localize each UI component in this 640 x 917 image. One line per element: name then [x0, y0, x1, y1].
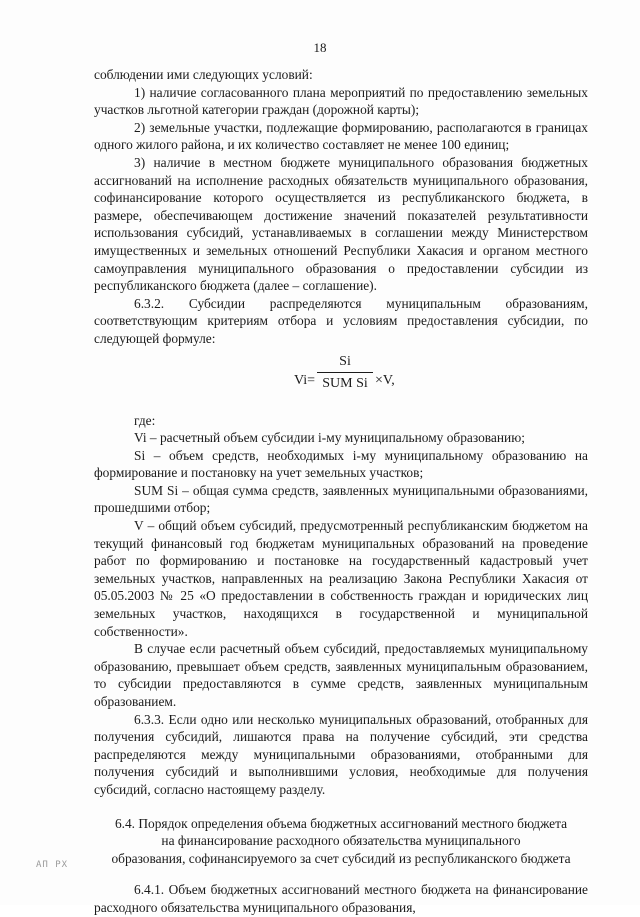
condition-2: 2) земельные участки, подлежащие формированию, располагаются в границах одного жилого района, и их количество составляет не менее 100 единиц; [94, 119, 588, 153]
legend-vi: Vi – расчетный объем субсидии i-му муниципальному образованию; [134, 430, 525, 446]
page-number: 18 [313, 40, 327, 55]
section-heading-line: на финансирование расходного обязательства муниципального [161, 833, 521, 849]
formula-fraction [317, 352, 373, 393]
formula-denominator: SUM Si [322, 375, 368, 391]
legend-si: Si – объем средств, необходимых i-му муниципальному образованию на формирование и постановку на учет земельных участков; [94, 447, 588, 481]
formula-rhs: ×V, [375, 372, 395, 388]
clause-6-4-1: 6.4.1. Объем бюджетных ассигнований местного бюджета на финансирование расходного обязательства муниципального образования, [94, 882, 588, 915]
legend-v: V – общий объем субсидий, предусмотренный республиканским бюджетом на текущий финансовый год бюджетам муниципальных образований на проведение работ по формированию и постановке на государственный кадастровый учет земельных участков, направленных на реализацию Закона Республики Хакасия от 05.05.2003 № 25 «О предоставлении в собственность граждан и юридических лиц земельных участков, находящихся в государственной и муниципальной собственности». [94, 518, 588, 639]
paragraph-continuation: соблюдении ими следующих условий: [94, 67, 313, 82]
section-heading-6-4 [94, 815, 588, 868]
subsidy-formula [94, 350, 588, 412]
section-heading-line: 6.4. Порядок определения объема бюджетных ассигнований местного бюджета [114, 815, 568, 831]
document-body [94, 66, 588, 917]
clause-6-3-3: 6.3.3. Если одно или несколько муниципальных образований, отобранных для получения субсидий, лишаются права на получение субсидий, эти средства распределяются между муниципальными образованиями, отобранными для получения субсидий и выполнившими условия, необходимые для получения субсидий, согласно настоящему разделу. [94, 711, 588, 797]
section-heading-line: образования, софинансируемого за счет субсидий из республиканского бюджета [111, 850, 571, 866]
legend-sum-si: SUM Si – общая сумма средств, заявленных муниципальными образованиями, прошедшими отбор; [94, 482, 588, 516]
clause-6-3-2: 6.3.2. Субсидии распределяются муниципальным образованиям, соответствующим критериям отбора и условиям предоставления субсидии, по следующей формуле: [94, 295, 588, 346]
footer-stamp: АП РХ [36, 860, 69, 870]
formula-fraction-bar [317, 372, 373, 373]
excess-case-paragraph: В случае если расчетный объем субсидий, предоставляемых муниципальному образованию, превышает объем средств, заявленных муниципальным образованием, то субсидии предоставляются в сумме средств, заявленных муниципальным образованием. [94, 641, 588, 709]
legend-intro: где: [134, 412, 156, 428]
condition-1: 1) наличие согласованного плана мероприятий по предоставлению земельных участков льготной категории граждан (дорожной карты); [94, 84, 588, 118]
formula-lhs: Vi= [294, 372, 316, 388]
formula-numerator: Si [339, 353, 351, 369]
condition-3: 3) наличие в местном бюджете муниципального образования бюджетных ассигнований на исполнение расходных обязательств муниципального образования, софинансирование которого осуществляется из республиканского бюджета, в размере, обеспечивающем достижение значений показателей результативности использования субсидий, устанавливаемых в соглашении между Министерством имущественных и земельных отношений Республики Хакасия и органом местного самоуправления муниципального образования о предоставлении субсидии из республиканского бюджета (далее – соглашение). [94, 154, 588, 294]
